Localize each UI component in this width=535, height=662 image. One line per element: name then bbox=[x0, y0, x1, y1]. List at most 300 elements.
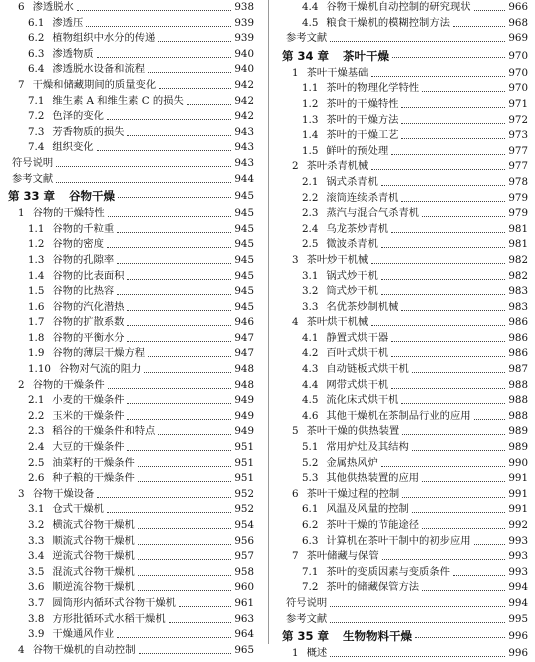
toc-entry bbox=[282, 0, 528, 16]
toc-entry-number: 3.3 bbox=[302, 300, 319, 313]
toc-leader-dots bbox=[422, 81, 505, 92]
toc-entry-number: 6 bbox=[18, 1, 25, 13]
toc-entry-number: 第 35 章 bbox=[282, 629, 330, 644]
toc-leader-dots bbox=[138, 518, 231, 529]
toc-page-number: 970 bbox=[508, 66, 528, 79]
toc-page-number: 992 bbox=[508, 519, 528, 531]
toc-entry bbox=[282, 253, 528, 269]
toc-entry bbox=[8, 206, 254, 222]
toc-entry-title: 茶叶烘干机械 bbox=[306, 316, 369, 329]
toc-entry-title: 乌龙茶炒青机 bbox=[326, 222, 389, 235]
toc-entry bbox=[8, 331, 254, 347]
toc-page-number: 952 bbox=[234, 503, 254, 516]
toc-entry-title: 网带式烘干机 bbox=[326, 378, 389, 391]
toc-page-number: 951 bbox=[234, 456, 254, 469]
toc-page-number: 971 bbox=[508, 97, 528, 110]
toc-leader-dots bbox=[391, 222, 505, 233]
toc-entry-number: 6.3 bbox=[28, 47, 45, 60]
toc-page-number: 938 bbox=[234, 1, 254, 13]
toc-leader-dots bbox=[169, 612, 231, 623]
toc-page-number: 970 bbox=[508, 49, 528, 62]
toc-entry-number: 3.4 bbox=[28, 550, 45, 563]
toc-entry bbox=[8, 172, 254, 188]
toc-entry-number: 7 bbox=[18, 78, 25, 91]
toc-page-number: 942 bbox=[234, 78, 254, 91]
toc-entry-number: 6 bbox=[292, 487, 299, 500]
toc-leader-dots bbox=[474, 409, 505, 420]
toc-page-number: 996 bbox=[508, 647, 528, 660]
toc-entry-title: 谷物的干燥特性 bbox=[32, 207, 105, 220]
toc-entry-title: 谷物的比热容 bbox=[52, 285, 115, 298]
toc-page-number: 988 bbox=[508, 378, 528, 391]
toc-entry bbox=[8, 0, 254, 16]
toc-entry-title: 风温及风量的控制 bbox=[326, 503, 409, 516]
toc-entry-title: 谷物的千粒重 bbox=[52, 222, 115, 235]
toc-leader-dots bbox=[371, 315, 505, 326]
toc-entry-title: 计算机在茶叶干制中的初步应用 bbox=[326, 534, 471, 547]
toc-entry-number: 6.1 bbox=[28, 16, 45, 29]
toc-leader-dots bbox=[117, 222, 231, 233]
toc-leader-dots bbox=[127, 315, 231, 326]
toc-entry-number: 6.1 bbox=[302, 503, 319, 516]
toc-page-number: 966 bbox=[508, 1, 528, 13]
toc-page-number: 965 bbox=[234, 643, 254, 656]
toc-right-column bbox=[282, 0, 528, 662]
toc-page-number: 986 bbox=[508, 316, 528, 329]
toc-entry bbox=[8, 253, 254, 269]
toc-leader-dots bbox=[139, 643, 231, 654]
toc-entry-title: 圆筒形内循环式谷物干燥机 bbox=[52, 596, 176, 609]
toc-leader-dots bbox=[108, 378, 231, 389]
toc-page-number: 993 bbox=[508, 565, 528, 578]
toc-page-number: 949 bbox=[234, 425, 254, 438]
toc-entry bbox=[8, 47, 254, 63]
toc-leader-dots bbox=[453, 565, 505, 576]
toc-entry-number: 3.5 bbox=[28, 565, 45, 578]
toc-entry-number: 3.6 bbox=[28, 581, 45, 594]
toc-entry-title: 鲜叶的预处理 bbox=[326, 144, 389, 157]
toc-entry bbox=[8, 16, 254, 32]
toc-page-number: 947 bbox=[234, 331, 254, 344]
toc-entry-number: 3.3 bbox=[28, 534, 45, 547]
toc-leader-dots bbox=[127, 393, 231, 404]
toc-page-number: 982 bbox=[508, 269, 528, 282]
toc-entry bbox=[8, 78, 254, 94]
toc-page-number: 990 bbox=[508, 456, 528, 469]
toc-entry-number: 第 34 章 bbox=[282, 48, 330, 63]
toc-entry bbox=[8, 31, 254, 47]
toc-entry-number: 1.4 bbox=[302, 129, 319, 142]
toc-page-number: 940 bbox=[234, 47, 254, 60]
toc-entry-number: 2.2 bbox=[28, 409, 45, 422]
toc-entry-number: 1.1 bbox=[302, 82, 319, 95]
toc-entry-title: 参考文献 bbox=[286, 612, 328, 625]
toc-entry-number: 5 bbox=[292, 425, 299, 438]
toc-chapter-heading bbox=[282, 47, 528, 66]
toc-entry-title: 仓式干燥机 bbox=[52, 503, 104, 516]
toc-page-number: 991 bbox=[508, 472, 528, 485]
toc-entry-title: 渗透脱水 bbox=[32, 1, 74, 13]
toc-page-number: 943 bbox=[234, 125, 254, 138]
toc-entry-number: 3 bbox=[18, 487, 25, 500]
toc-leader-dots bbox=[422, 580, 505, 591]
toc-entry bbox=[8, 378, 254, 394]
toc-leader-dots bbox=[107, 502, 231, 513]
toc-leader-dots bbox=[391, 378, 505, 389]
toc-entry bbox=[282, 549, 528, 565]
toc-entry-title: 滚筒连续杀青机 bbox=[326, 191, 399, 204]
toc-entry-title: 大豆的干燥条件 bbox=[52, 441, 125, 454]
toc-entry bbox=[8, 643, 254, 659]
toc-entry-number: 5.3 bbox=[302, 472, 319, 485]
toc-entry-number: 2.5 bbox=[28, 456, 45, 469]
toc-entry-number: 2.6 bbox=[28, 472, 45, 485]
toc-entry bbox=[8, 237, 254, 253]
toc-leader-dots bbox=[330, 646, 505, 657]
toc-leader-dots bbox=[118, 187, 231, 198]
toc-entry-number: 7.1 bbox=[302, 565, 319, 578]
toc-entry bbox=[282, 159, 528, 175]
toc-leader-dots bbox=[330, 31, 505, 42]
toc-entry-number: 4 bbox=[292, 316, 299, 329]
toc-entry bbox=[282, 502, 528, 518]
toc-entry-number: 4.5 bbox=[302, 16, 319, 29]
toc-page-number: 987 bbox=[508, 363, 528, 376]
toc-page-number: 968 bbox=[508, 16, 528, 29]
toc-entry bbox=[282, 269, 528, 285]
toc-page-number: 995 bbox=[508, 612, 528, 625]
toc-entry-title: 谷物的孔隙率 bbox=[52, 253, 115, 266]
toc-entry-title: 其他干燥机在茶制品行业的应用 bbox=[326, 409, 471, 422]
toc-entry-number: 1 bbox=[18, 207, 25, 220]
toc-entry-number: 1.8 bbox=[28, 331, 45, 344]
toc-page-number: 989 bbox=[508, 425, 528, 438]
toc-entry bbox=[8, 346, 254, 362]
toc-entry bbox=[282, 534, 528, 550]
toc-leader-dots bbox=[127, 409, 231, 420]
toc-page-number: 963 bbox=[234, 612, 254, 625]
toc-leader-dots bbox=[402, 487, 505, 498]
toc-page-number: 945 bbox=[234, 253, 254, 266]
toc-leader-dots bbox=[381, 175, 505, 186]
toc-entry-title: 谷物干燥机的自动控制 bbox=[32, 643, 136, 656]
toc-entry-title: 维生素 A 和维生素 C 的损失 bbox=[52, 94, 184, 107]
toc-entry-title: 谷物的薄层干燥方程 bbox=[52, 347, 146, 360]
toc-entry bbox=[282, 81, 528, 97]
toc-leader-dots bbox=[107, 237, 231, 248]
toc-entry-title: 锅式杀青机 bbox=[326, 175, 378, 188]
toc-entry-number: 3.1 bbox=[302, 269, 319, 282]
toc-entry-number: 7.1 bbox=[28, 94, 45, 107]
toc-leader-dots bbox=[148, 62, 231, 73]
toc-leader-dots bbox=[117, 253, 231, 264]
toc-page-number: 994 bbox=[508, 581, 528, 594]
toc-entry bbox=[282, 565, 528, 581]
toc-entry bbox=[8, 125, 254, 141]
toc-entry-number: 6.2 bbox=[28, 32, 45, 45]
toc-entry-number: 4 bbox=[18, 643, 25, 656]
toc-page-number: 954 bbox=[234, 519, 254, 531]
toc-leader-dots bbox=[474, 0, 505, 11]
toc-leader-dots bbox=[138, 565, 231, 576]
toc-entry-number: 4.4 bbox=[302, 378, 319, 391]
toc-chapter-heading bbox=[8, 187, 254, 206]
toc-leader-dots bbox=[412, 502, 505, 513]
toc-entry-number: 1.2 bbox=[302, 97, 319, 110]
toc-entry-number: 2 bbox=[18, 378, 25, 391]
toc-entry-number: 2.3 bbox=[28, 425, 45, 438]
toc-page-number: 991 bbox=[508, 503, 528, 516]
toc-entry bbox=[8, 269, 254, 285]
toc-entry-title: 谷物干燥机自动控制的研究现状 bbox=[326, 1, 471, 13]
toc-leader-dots bbox=[453, 16, 505, 27]
toc-page-number: 949 bbox=[234, 394, 254, 407]
toc-leader-dots bbox=[138, 471, 231, 482]
toc-entry bbox=[8, 580, 254, 596]
toc-entry bbox=[282, 362, 528, 378]
toc-leader-dots bbox=[401, 113, 505, 124]
toc-page-number: 960 bbox=[234, 581, 254, 594]
toc-leader-dots bbox=[412, 440, 505, 451]
toc-entry bbox=[282, 456, 528, 472]
toc-entry-number: 第 33 章 bbox=[8, 189, 56, 204]
toc-entry bbox=[282, 66, 528, 82]
toc-leader-dots bbox=[381, 456, 505, 467]
toc-leader-dots bbox=[117, 284, 231, 295]
toc-leader-dots bbox=[330, 596, 505, 607]
toc-entry-title: 符号说明 bbox=[12, 156, 54, 169]
toc-entry-number: 7.4 bbox=[28, 141, 45, 154]
toc-page-number: 939 bbox=[234, 16, 254, 29]
toc-page-number: 981 bbox=[508, 222, 528, 235]
toc-entry bbox=[282, 393, 528, 409]
toc-entry-number: 6.2 bbox=[302, 519, 319, 531]
toc-entry-number: 4.6 bbox=[302, 409, 319, 422]
toc-leader-dots bbox=[159, 78, 231, 89]
toc-page-number: 945 bbox=[234, 222, 254, 235]
toc-entry bbox=[282, 440, 528, 456]
toc-page-number: 952 bbox=[234, 487, 254, 500]
toc-entry-number: 1.9 bbox=[28, 347, 45, 360]
toc-entry bbox=[282, 612, 528, 628]
toc-leader-dots bbox=[392, 47, 505, 58]
toc-page-number: 958 bbox=[234, 565, 254, 578]
toc-page-number: 994 bbox=[508, 596, 528, 609]
toc-entry-title: 粮食干燥机的模糊控制方法 bbox=[326, 16, 450, 29]
toc-entry bbox=[282, 144, 528, 160]
toc-page-number: 943 bbox=[234, 141, 254, 154]
toc-entry-title: 组织变化 bbox=[52, 141, 94, 154]
toc-entry bbox=[282, 646, 528, 662]
toc-entry bbox=[8, 424, 254, 440]
toc-page-number: 983 bbox=[508, 285, 528, 298]
toc-page-number: 964 bbox=[234, 628, 254, 641]
toc-leader-dots bbox=[401, 191, 505, 202]
toc-entry-title: 顺流式谷物干燥机 bbox=[52, 534, 135, 547]
toc-page-number: 945 bbox=[234, 207, 254, 220]
toc-entry-number: 2.1 bbox=[302, 175, 319, 188]
toc-page-number: 945 bbox=[234, 238, 254, 251]
toc-page-number: 979 bbox=[508, 207, 528, 220]
toc-entry-title: 茶叶杀青机械 bbox=[306, 160, 369, 173]
toc-entry bbox=[282, 16, 528, 32]
toc-page-number: 939 bbox=[234, 32, 254, 45]
toc-entry bbox=[8, 518, 254, 534]
toc-entry bbox=[8, 534, 254, 550]
toc-leader-dots bbox=[127, 331, 231, 342]
toc-entry bbox=[282, 518, 528, 534]
toc-entry bbox=[282, 409, 528, 425]
toc-leader-dots bbox=[330, 612, 505, 623]
toc-entry bbox=[282, 237, 528, 253]
toc-entry-title: 渗透脱水设备和流程 bbox=[52, 63, 146, 76]
toc-leader-dots bbox=[127, 125, 231, 136]
toc-leader-dots bbox=[138, 534, 231, 545]
toc-leader-dots bbox=[371, 253, 505, 264]
toc-leader-dots bbox=[422, 206, 505, 217]
toc-entry bbox=[8, 612, 254, 628]
toc-leader-dots bbox=[422, 518, 505, 529]
toc-entry bbox=[8, 393, 254, 409]
toc-entry-number: 7.3 bbox=[28, 125, 45, 138]
toc-page-number: 942 bbox=[234, 94, 254, 107]
toc-entry bbox=[282, 113, 528, 129]
toc-page-number: 996 bbox=[508, 630, 528, 643]
toc-chapter-heading bbox=[282, 627, 528, 646]
toc-entry-title: 茶叶干燥的供热装置 bbox=[306, 425, 400, 438]
toc-entry-title: 流化床式烘干机 bbox=[326, 394, 399, 407]
toc-page-number: 982 bbox=[508, 253, 528, 266]
toc-entry bbox=[8, 222, 254, 238]
toc-entry-number: 5.2 bbox=[302, 456, 319, 469]
toc-page-number: 970 bbox=[508, 82, 528, 95]
toc-leader-dots bbox=[138, 456, 231, 467]
toc-leader-dots bbox=[474, 534, 505, 545]
toc-leader-dots bbox=[412, 362, 505, 373]
toc-entry-number: 3 bbox=[292, 253, 299, 266]
toc-page-number: 956 bbox=[234, 534, 254, 547]
toc-entry-number: 6.4 bbox=[28, 63, 45, 76]
toc-page-number: 944 bbox=[234, 172, 254, 185]
toc-page-number: 948 bbox=[234, 363, 254, 376]
toc-page-number: 945 bbox=[234, 190, 254, 203]
toc-entry-number: 7 bbox=[292, 550, 299, 563]
toc-leader-dots bbox=[179, 596, 231, 607]
toc-entry bbox=[8, 456, 254, 472]
toc-entry-title: 自动链板式烘干机 bbox=[326, 363, 409, 376]
toc-entry-number: 2.2 bbox=[302, 191, 319, 204]
toc-entry-title: 茶叶干燥基础 bbox=[306, 66, 369, 79]
toc-entry-title: 混流式谷物干燥机 bbox=[52, 565, 135, 578]
toc-page-number: 946 bbox=[234, 316, 254, 329]
toc-entry-title: 蒸汽与混合气杀青机 bbox=[326, 207, 420, 220]
toc-entry-title: 参考文献 bbox=[286, 32, 328, 45]
toc-entry bbox=[282, 175, 528, 191]
toc-entry-title: 植物组织中水分的传递 bbox=[52, 32, 156, 45]
toc-entry-number: 1.4 bbox=[28, 269, 45, 282]
toc-left-column bbox=[8, 0, 254, 658]
toc-entry-number: 1.1 bbox=[28, 222, 45, 235]
toc-entry-title: 谷物的密度 bbox=[52, 238, 104, 251]
toc-page-number: 961 bbox=[234, 596, 254, 609]
toc-leader-dots bbox=[138, 580, 231, 591]
toc-entry-title: 茶叶炒干机械 bbox=[306, 253, 369, 266]
toc-entry-title: 谷物的比表面积 bbox=[52, 269, 125, 282]
toc-entry bbox=[8, 440, 254, 456]
toc-entry-title: 茶叶的物理化学特性 bbox=[326, 82, 420, 95]
toc-leader-dots bbox=[381, 284, 505, 295]
toc-leader-dots bbox=[138, 549, 231, 560]
toc-page-number: 947 bbox=[234, 347, 254, 360]
toc-entry-title: 芳香物质的损失 bbox=[52, 125, 125, 138]
toc-entry-title: 百叶式烘干机 bbox=[326, 347, 389, 360]
toc-page-number: 948 bbox=[234, 378, 254, 391]
toc-page-number: 991 bbox=[508, 487, 528, 500]
toc-leader-dots bbox=[401, 300, 505, 311]
toc-entry bbox=[8, 156, 254, 172]
toc-entry-title: 概述 bbox=[306, 647, 328, 660]
toc-entry-title: 金属热风炉 bbox=[326, 456, 378, 469]
toc-entry-number: 1.3 bbox=[28, 253, 45, 266]
toc-entry-title: 茶叶的干燥工艺 bbox=[326, 129, 399, 142]
toc-leader-dots bbox=[56, 156, 231, 167]
toc-leader-dots bbox=[108, 206, 231, 217]
toc-leader-dots bbox=[97, 140, 231, 151]
toc-entry-title: 干燥通风作业 bbox=[52, 628, 115, 641]
toc-entry bbox=[8, 502, 254, 518]
toc-entry-title: 渗透压 bbox=[52, 16, 84, 29]
toc-entry-title: 常用炉灶及其结构 bbox=[326, 441, 409, 454]
toc-entry-title: 干燥和储藏期间的质量变化 bbox=[32, 78, 157, 91]
toc-entry bbox=[8, 109, 254, 125]
toc-entry bbox=[8, 471, 254, 487]
toc-leader-dots bbox=[127, 300, 231, 311]
toc-entry-title: 筒式炒干机 bbox=[326, 285, 378, 298]
toc-entry-title: 静置式烘干器 bbox=[326, 331, 389, 344]
toc-entry-title: 渗透物质 bbox=[52, 47, 94, 60]
toc-leader-dots bbox=[127, 440, 231, 451]
toc-entry bbox=[8, 140, 254, 156]
toc-leader-dots bbox=[422, 471, 505, 482]
toc-entry-number: 3.2 bbox=[302, 285, 319, 298]
toc-leader-dots bbox=[401, 128, 505, 139]
toc-leader-dots bbox=[77, 0, 231, 11]
toc-entry bbox=[282, 346, 528, 362]
toc-entry-number: 1 bbox=[292, 66, 299, 79]
toc-entry-title: 茶叶的变质因素与变质条件 bbox=[326, 565, 450, 578]
toc-entry-number: 4.2 bbox=[302, 347, 319, 360]
toc-leader-dots bbox=[86, 16, 231, 27]
toc-leader-dots bbox=[127, 269, 231, 280]
toc-entry-title: 玉米的干燥条件 bbox=[52, 409, 125, 422]
toc-entry-title: 微波杀青机 bbox=[326, 238, 378, 251]
toc-page-number: 951 bbox=[234, 472, 254, 485]
toc-page-number: 989 bbox=[508, 441, 528, 454]
toc-leader-dots bbox=[371, 159, 505, 170]
toc-entry-number: 7.2 bbox=[302, 581, 319, 594]
toc-entry-title: 茶叶干燥的节能途径 bbox=[326, 519, 420, 531]
toc-entry-title: 稻谷的干燥条件和特点 bbox=[52, 425, 156, 438]
toc-entry-number: 1.5 bbox=[28, 285, 45, 298]
toc-leader-dots bbox=[391, 346, 505, 357]
toc-page-number: 940 bbox=[234, 63, 254, 76]
toc-entry-title: 茶叶干燥过程的控制 bbox=[306, 487, 400, 500]
toc-entry-number: 7.2 bbox=[28, 110, 45, 123]
toc-leader-dots bbox=[187, 94, 231, 105]
toc-entry-number: 4.1 bbox=[302, 331, 319, 344]
toc-entry bbox=[282, 128, 528, 144]
toc-entry-number: 1.2 bbox=[28, 238, 45, 251]
